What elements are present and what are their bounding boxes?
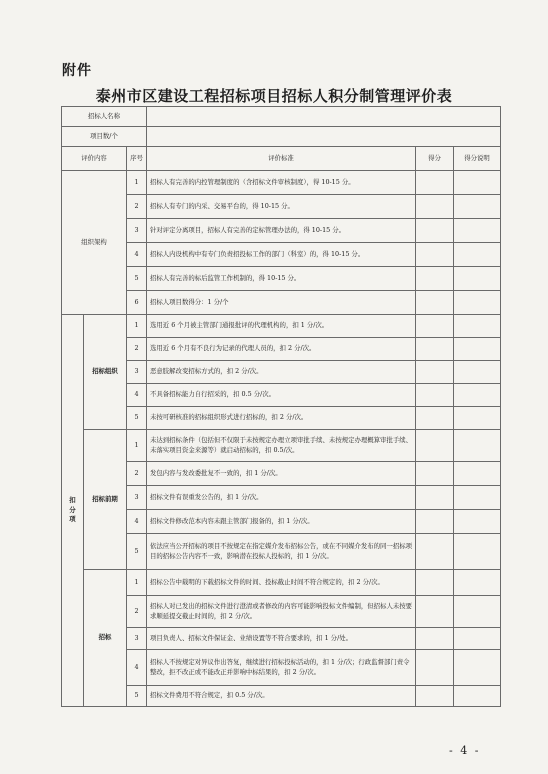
note-cell[interactable] bbox=[454, 267, 501, 291]
evaluation-table bbox=[61, 106, 501, 707]
note-cell[interactable] bbox=[454, 291, 501, 315]
score-cell[interactable] bbox=[416, 486, 454, 510]
score-cell[interactable] bbox=[416, 338, 454, 361]
score-cell[interactable] bbox=[416, 361, 454, 384]
table-row bbox=[62, 462, 501, 486]
note-cell[interactable] bbox=[454, 534, 501, 570]
table-row bbox=[62, 291, 501, 315]
note-cell[interactable] bbox=[454, 195, 501, 219]
criteria-text: 招标人对已发出的招标文件进行澄清或者修改的内容可能影响投标文件编制，但招标人未按要求顺延提交截止时间的，扣 2 分/次。 bbox=[147, 596, 416, 628]
col-note-header: 得分说明 bbox=[454, 147, 501, 171]
project-count-label: 项目数/个 bbox=[62, 127, 147, 147]
col-criteria-header: 评价标准 bbox=[147, 147, 416, 171]
criteria-text: 未按可研核准的招标组织形式进行招标的，扣 2 分/次。 bbox=[147, 407, 416, 430]
table-row bbox=[62, 361, 501, 384]
table-row bbox=[62, 407, 501, 430]
page-title: 泰州市区建设工程招标项目招标人积分制管理评价表 bbox=[95, 87, 453, 105]
note-cell[interactable] bbox=[454, 430, 501, 462]
table-row bbox=[62, 570, 501, 596]
row-number: 6 bbox=[127, 291, 147, 315]
criteria-text: 项目负责人、招标文件保证金、业绩设置等不符合要求的，扣 1 分/处。 bbox=[147, 628, 416, 650]
project-count-value[interactable] bbox=[147, 127, 501, 147]
subsection-pre-label: 招标前期 bbox=[84, 430, 127, 570]
row-number: 3 bbox=[127, 361, 147, 384]
criteria-text: 招标人有完善的内控管理制度的（含招标文件审核制度），得 10-15 分。 bbox=[147, 171, 416, 195]
row-number: 1 bbox=[127, 430, 147, 462]
score-cell[interactable] bbox=[416, 534, 454, 570]
table-row bbox=[62, 596, 501, 628]
note-cell[interactable] bbox=[454, 171, 501, 195]
score-cell[interactable] bbox=[416, 462, 454, 486]
score-cell[interactable] bbox=[416, 219, 454, 243]
table-row bbox=[62, 338, 501, 361]
criteria-text: 恶意肢解改变招标方式的，扣 2 分/次。 bbox=[147, 361, 416, 384]
row-number: 2 bbox=[127, 195, 147, 219]
score-cell[interactable] bbox=[416, 510, 454, 534]
table-row bbox=[62, 171, 501, 195]
score-cell[interactable] bbox=[416, 596, 454, 628]
row-number: 1 bbox=[127, 315, 147, 338]
note-cell[interactable] bbox=[454, 462, 501, 486]
score-cell[interactable] bbox=[416, 291, 454, 315]
table-row bbox=[62, 219, 501, 243]
criteria-text: 选用近 6 个月被主管部门通报批评的代理机构的，扣 1 分/次。 bbox=[147, 315, 416, 338]
criteria-text: 未达到招标条件（包括但不仅限于未按规定办理立项审批手续、未按规定办理概算审批手续、未落实项目资金来源等）就启动招标的，扣 0.5/次。 bbox=[147, 430, 416, 462]
criteria-text: 选用近 6 个月有不良行为记录的代理人员的，扣 2 分/次。 bbox=[147, 338, 416, 361]
subsection-bid-label: 招标 bbox=[84, 570, 127, 707]
criteria-text: 招标文件费用不符合规定，扣 0.5 分/次。 bbox=[147, 686, 416, 707]
table-row bbox=[62, 628, 501, 650]
note-cell[interactable] bbox=[454, 510, 501, 534]
note-cell[interactable] bbox=[454, 315, 501, 338]
row-number: 3 bbox=[127, 628, 147, 650]
criteria-text: 招标公告中载明的下载招标文件的时间、投标截止时间不符合规定的，扣 2 分/次。 bbox=[147, 570, 416, 596]
table-row bbox=[62, 510, 501, 534]
tenderer-value[interactable] bbox=[147, 107, 501, 127]
criteria-text: 不具备招标能力自行招采的，扣 0.5 分/次。 bbox=[147, 384, 416, 407]
project-count-row bbox=[62, 127, 501, 147]
score-cell[interactable] bbox=[416, 384, 454, 407]
column-header-row bbox=[62, 147, 501, 171]
row-number: 1 bbox=[127, 570, 147, 596]
table-row bbox=[62, 534, 501, 570]
note-cell[interactable] bbox=[454, 243, 501, 267]
col-content-header: 评价内容 bbox=[62, 147, 127, 171]
note-cell[interactable] bbox=[454, 628, 501, 650]
table-row bbox=[62, 384, 501, 407]
note-cell[interactable] bbox=[454, 596, 501, 628]
section-deduct-label: 扣 分 项 bbox=[62, 315, 84, 707]
subsection-organize-label: 招标组织 bbox=[84, 315, 127, 430]
table-row bbox=[62, 243, 501, 267]
note-cell[interactable] bbox=[454, 650, 501, 686]
score-cell[interactable] bbox=[416, 407, 454, 430]
note-cell[interactable] bbox=[454, 219, 501, 243]
table-row bbox=[62, 650, 501, 686]
attachment-label: 附件 bbox=[62, 63, 92, 79]
criteria-text: 依法应当公开招标的项目不按规定在指定媒介发布招标公告，或在不同媒介发布的同一招标项目的招标公告内容不一致，影响潜在投标人投标的，扣 1 分/次。 bbox=[147, 534, 416, 570]
table-row bbox=[62, 486, 501, 510]
table-row bbox=[62, 195, 501, 219]
row-number: 2 bbox=[127, 596, 147, 628]
score-cell[interactable] bbox=[416, 171, 454, 195]
note-cell[interactable] bbox=[454, 407, 501, 430]
note-cell[interactable] bbox=[454, 686, 501, 707]
col-seq-header: 序号 bbox=[127, 147, 147, 171]
tenderer-label: 招标人名称 bbox=[62, 107, 147, 127]
note-cell[interactable] bbox=[454, 338, 501, 361]
row-number: 5 bbox=[127, 534, 147, 570]
note-cell[interactable] bbox=[454, 486, 501, 510]
criteria-text: 招标文件有误重发公告的，扣 1 分/次。 bbox=[147, 486, 416, 510]
row-number: 4 bbox=[127, 243, 147, 267]
page-number: - 4 - bbox=[449, 744, 481, 757]
note-cell[interactable] bbox=[454, 384, 501, 407]
criteria-text: 招标文件修改范本内容未跟主管部门报备的，扣 1 分/次。 bbox=[147, 510, 416, 534]
score-cell[interactable] bbox=[416, 686, 454, 707]
tenderer-row bbox=[62, 107, 501, 127]
score-cell[interactable] bbox=[416, 267, 454, 291]
table-row bbox=[62, 267, 501, 291]
row-number: 5 bbox=[127, 407, 147, 430]
note-cell[interactable] bbox=[454, 361, 501, 384]
row-number: 5 bbox=[127, 686, 147, 707]
table-row bbox=[62, 430, 501, 462]
row-number: 1 bbox=[127, 171, 147, 195]
score-cell[interactable] bbox=[416, 195, 454, 219]
score-cell[interactable] bbox=[416, 570, 454, 596]
note-cell[interactable] bbox=[454, 570, 501, 596]
score-cell[interactable] bbox=[416, 430, 454, 462]
criteria-text: 招标人有完善的标后监管工作机制的，得 10-15 分。 bbox=[147, 267, 416, 291]
score-cell[interactable] bbox=[416, 628, 454, 650]
score-cell[interactable] bbox=[416, 650, 454, 686]
score-cell[interactable] bbox=[416, 243, 454, 267]
score-cell[interactable] bbox=[416, 315, 454, 338]
row-number: 3 bbox=[127, 219, 147, 243]
table-row bbox=[62, 315, 501, 338]
criteria-text: 招标人项目数得分：1 分/个 bbox=[147, 291, 416, 315]
row-number: 4 bbox=[127, 650, 147, 686]
table-row bbox=[62, 686, 501, 707]
row-number: 2 bbox=[127, 462, 147, 486]
criteria-text: 招标人内设机构中有专门负责招投标工作的部门（科室）的，得 10-15 分。 bbox=[147, 243, 416, 267]
criteria-text: 发包内容与发改委批复不一致的，扣 1 分/次。 bbox=[147, 462, 416, 486]
criteria-text: 招标人不按规定对异议作出答复，继续进行招标投标活动的，扣 1 分/次；行政监督部门责令整改，拒不改正或不能改正并影响中标结果的，扣 2 分/次。 bbox=[147, 650, 416, 686]
row-number: 4 bbox=[127, 384, 147, 407]
row-number: 3 bbox=[127, 486, 147, 510]
section-org-label: 组织架构 bbox=[62, 171, 127, 315]
col-score-header: 得分 bbox=[416, 147, 454, 171]
row-number: 4 bbox=[127, 510, 147, 534]
row-number: 5 bbox=[127, 267, 147, 291]
criteria-text: 招标人有专门的内采、交易平台的，得 10-15 分。 bbox=[147, 195, 416, 219]
row-number: 2 bbox=[127, 338, 147, 361]
criteria-text: 针对评定分离项目，招标人有完善的定标管理办法的，得 10-15 分。 bbox=[147, 219, 416, 243]
